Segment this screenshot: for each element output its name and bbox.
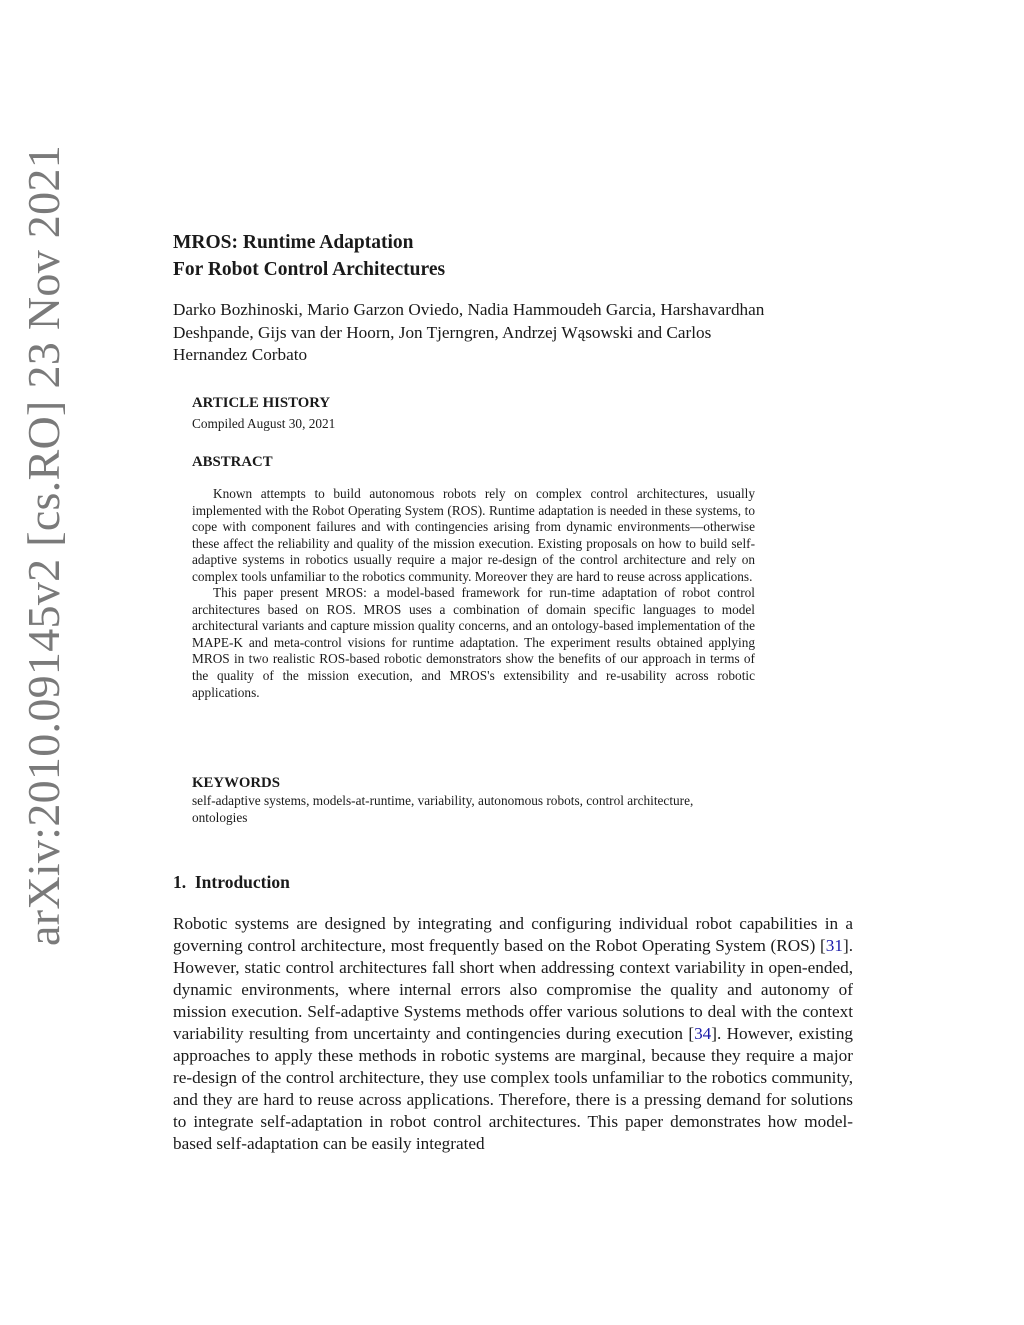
intro-text-2: ]. However, static control architectures fall short when addressing context variability in open-ended, dynamic environments, where internal errors also compromise the quality and autonomy of mission execution. Self-adaptive Systems methods offer various solutions to deal with the context variability resulting from uncertainty and contingencies during execution [	[173, 936, 853, 1044]
keywords-heading: KEYWORDS	[192, 775, 280, 791]
article-history-heading: ARTICLE HISTORY	[192, 395, 331, 411]
abstract-body	[192, 486, 755, 701]
abstract-header	[192, 453, 758, 471]
abstract-paragraph-1: Known attempts to build autonomous robots rely on complex control architectures, usually implemented with the Robot Operating System (ROS). Runtime adaptation is needed in these systems, to cope with component failures and with contingencies arising from dynamic environments—otherwise these affect the reliability and quality of the mission execution. Existing proposals on how to build self-adaptive systems in robotics usually require a major re-design of the control architecture and rely on complex tools unfamiliar to the robotics community. Moreover they are hard to reuse across applications.	[192, 486, 755, 584]
citation-link[interactable]: 31	[825, 936, 843, 956]
compiled-date: Compiled August 30, 2021	[192, 416, 336, 431]
abstract-heading: ABSTRACT	[192, 454, 273, 470]
paper-title-line-2: For Robot Control Architectures	[173, 259, 446, 280]
arxiv-identifier-stamp: arXiv:2010.09145v2 [cs.RO] 23 Nov 2021	[18, 145, 69, 946]
section-heading-introduction	[173, 871, 290, 893]
author-line-1: Darko Bozhinoski, Mario Garzon Oviedo, Nadia Hammoudeh Garcia, Harshavardhan	[173, 300, 765, 319]
author-list	[173, 299, 853, 367]
paper-title-line-1: MROS: Runtime Adaptation	[173, 232, 414, 253]
keywords-text: self-adaptive systems, models-at-runtime, variability, autonomous robots, control architecture, ontologies	[192, 793, 694, 825]
intro-text-3: ]. However, existing approaches to apply these methods in robotic systems are marginal, because they require a major re-design of the control architecture, they use complex tools unfamiliar to the robotics community, and they are hard to reuse across applications. Therefore, there is a pressing demand for solutions to integrate self-adaptation in robot control architectures. This paper demonstrates how model-based self-adaptation can be easily integrated	[173, 1024, 854, 1154]
section-number: 1.	[173, 872, 187, 892]
citation-link[interactable]: 34	[694, 1024, 712, 1044]
author-line-3: Hernandez Corbato	[173, 345, 308, 364]
introduction-paragraph	[173, 913, 853, 1156]
section-title: Introduction	[194, 872, 290, 892]
intro-text-1: Robotic systems are designed by integrating and configuring individual robot capabilities in a governing control architecture, most frequently based on the Robot Operating System (ROS) [	[173, 914, 853, 956]
abstract-paragraph-2: This paper present MROS: a model-based framework for run-time adaptation of robot control architectures based on ROS. MROS uses a combination of domain specific languages to model architectural variants and capture mission quality concerns, and an ontology-based implementation of the MAPE-K and meta-control visions for runtime adaptation. The experiment results obtained applying MROS in two realistic ROS-based robotic demonstrators show the benefits of our approach in terms of the quality of the mission execution, and MROS's extensibility and re-usability across robotic applications.	[192, 585, 755, 700]
keywords-block	[192, 774, 758, 826]
author-line-2: Deshpande, Gijs van der Hoorn, Jon Tjerngren, Andrzej Wąsowski and Carlos	[173, 322, 712, 342]
article-history	[192, 394, 758, 433]
paper-title	[173, 229, 445, 283]
